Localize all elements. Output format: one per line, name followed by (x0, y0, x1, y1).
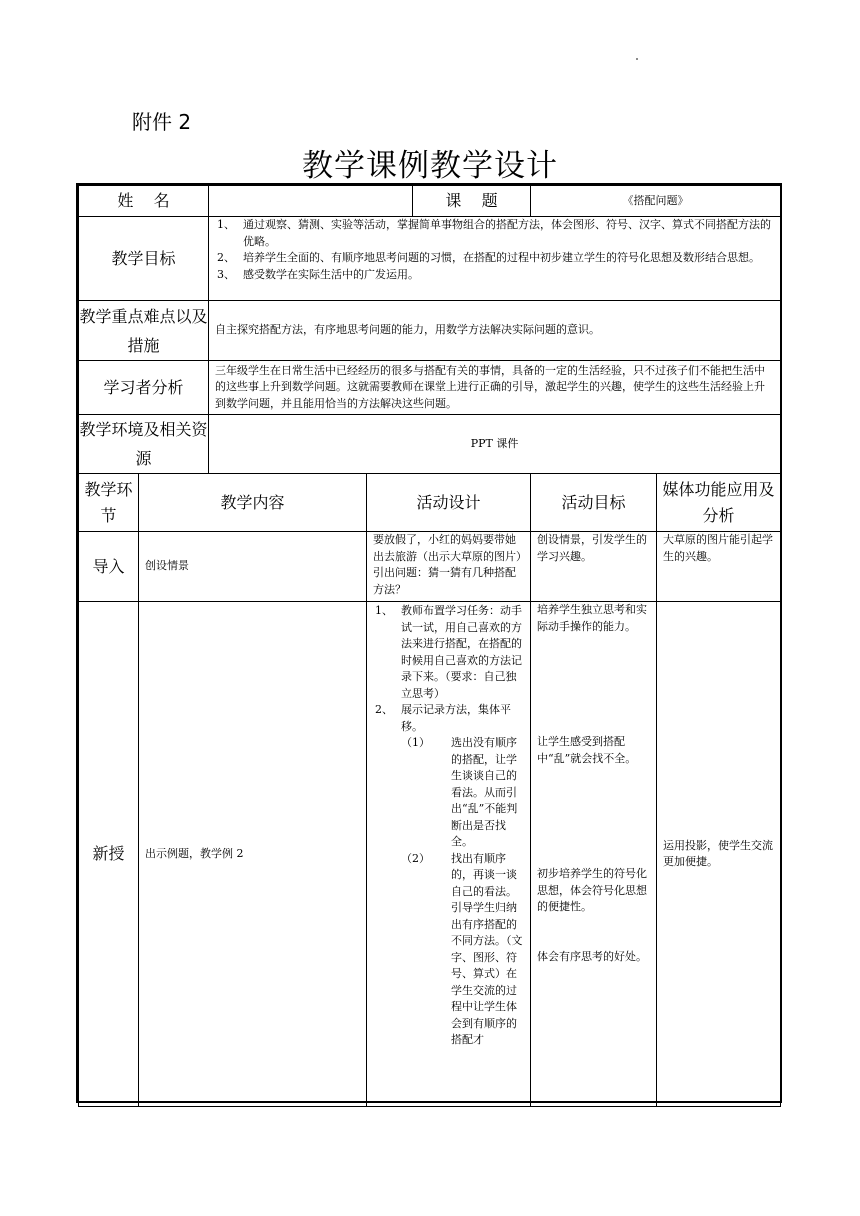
intro-content: 创设情景 (139, 532, 367, 602)
intro-activity: 要放假了，小红的妈妈要带她出去旅游（出示大草原的图片）引出问题：猜一猜有几种搭配方法？ (367, 532, 531, 602)
objective-item: 2、 培养学生全面的、有顺序地思考问题的习惯，在搭配的过程中初步建立学生的符号化思想及数形结合思想。 (217, 251, 761, 264)
new-lesson-goals (531, 602, 657, 1107)
objectives-row (79, 217, 781, 301)
intro-goal: 创设情景，引发学生的学习兴趣。 (531, 532, 657, 602)
learner-text: 三年级学生在日常生活中已经经历的很多与搭配有关的事情，具备的一定的生活经验，只不过孩子们不能把生活中的这些事上升到数学问题。这就需要教师在课堂上进行正确的引导，激起学生的兴趣，使学生的这些生活经验上升到数学问题，并且能用恰当的方法解决这些问题。 (209, 361, 781, 415)
intro-row (79, 532, 781, 602)
intro-media: 大草原的图片能引起学生的兴趣。 (657, 532, 781, 602)
header-stage: 教学环节 (79, 474, 139, 532)
learner-row (79, 361, 781, 415)
new-lesson-row (79, 602, 781, 1107)
sub-activity-item: （1） 选出没有顺序的搭配，让学生谈谈自己的看法。从而引出“乱”不能判断出是否找全。 (401, 736, 518, 848)
environment-label: 教学环境及相关资源 (79, 415, 209, 474)
objective-item: 3、 感受数学在实际生活中的广发运用。 (217, 267, 420, 281)
lesson-design-table (78, 185, 781, 1107)
environment-row (79, 415, 781, 474)
goal-item: 让学生感受到搭配中“乱”就会找不全。 (537, 735, 637, 765)
goal-item: 体会有序思考的好处。 (537, 949, 648, 963)
new-lesson-content: 出示例题，教学例 2 (139, 602, 367, 1107)
sub-activity-item: （2） 找出有顺序的，再谈一谈自己的看法。引导学生归纳出有序搭配的不同方法。（文字、图形、符号、算式）在学生交流的过程中让学生体会到有顺序的搭配才 (401, 851, 523, 1046)
activity-item: 1、 教师布置学习任务：动手试一试，用自己喜欢的方法来进行搭配，在搭配的时候用自己喜欢的方法记录下来。（要求：自己独立思考） (375, 604, 523, 700)
learner-label: 学习者分析 (79, 361, 209, 415)
topic-label: 课 题 (413, 186, 531, 217)
goal-item: 培养学生独立思考和实际动手操作的能力。 (537, 603, 648, 633)
key-points-text: 自主探究搭配方法，有序地思考问题的能力，用数学方法解决实际问题的意识。 (209, 301, 781, 361)
objective-item: 1、 通过观察、猜测、实验等活动，掌握简单事物组合的搭配方法，体会图形、符号、汉字、算式不同搭配方法的优略。 (217, 218, 772, 248)
new-lesson-activity (367, 602, 531, 1107)
key-points-row (79, 301, 781, 361)
key-points-label: 教学重点难点以及措施 (79, 301, 209, 361)
header-row (79, 474, 781, 532)
objectives-content (209, 217, 781, 301)
new-lesson-media: 运用投影，使学生交流更加便捷。 (657, 602, 781, 1107)
intro-stage: 导入 (79, 532, 139, 602)
topic-value: 《搭配问题》 (531, 186, 781, 217)
new-lesson-stage: 新授 (79, 602, 139, 1107)
info-row (79, 186, 781, 217)
stray-dot (636, 58, 638, 60)
header-goal: 活动目标 (531, 474, 657, 532)
header-content: 教学内容 (139, 474, 367, 532)
objectives-label: 教学目标 (79, 217, 209, 301)
document-title: 教学课例教学设计 (302, 148, 558, 184)
header-media: 媒体功能应用及分析 (657, 474, 781, 532)
goal-item: 初步培养学生的符号化思想，体会符号化思想的便捷性。 (537, 867, 648, 913)
activity-item: 2、 展示记录方法，集体平移。 (375, 703, 512, 733)
environment-text: PPT 课件 (209, 415, 781, 474)
name-label: 姓 名 (79, 186, 209, 217)
attachment-label: 附件 2 (132, 110, 192, 134)
header-activity: 活动设计 (367, 474, 531, 532)
name-value (209, 186, 413, 217)
